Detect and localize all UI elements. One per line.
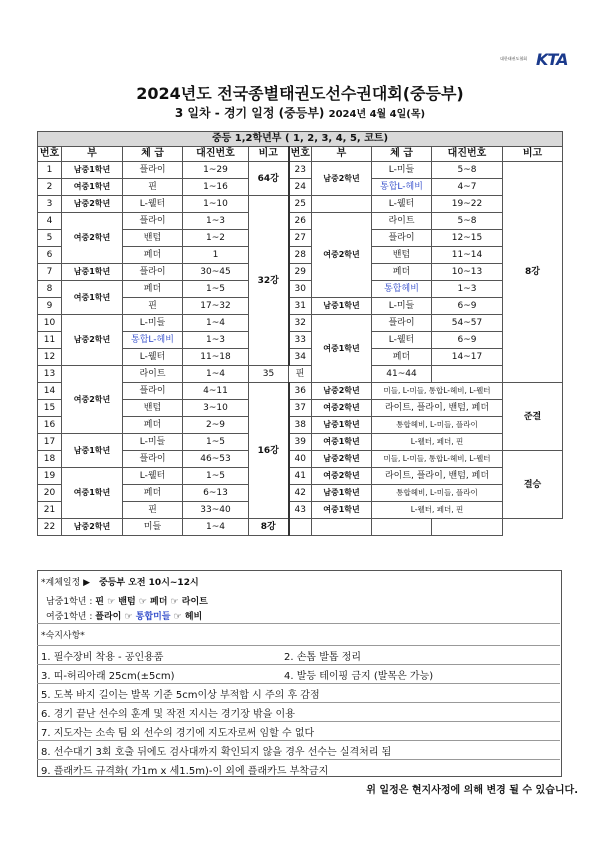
match-no: 16	[38, 417, 62, 434]
schedule-time: 중등부 오전 10시~12시	[98, 578, 199, 588]
division: 여중1학년	[62, 468, 123, 519]
weight-class: L-웰터	[123, 196, 183, 213]
match-no: 20	[38, 485, 62, 502]
division: 여중2학년	[312, 400, 372, 417]
bracket-no: 30~45	[183, 264, 249, 281]
division: 여중1학년	[62, 179, 123, 196]
bracket-no: 1~2	[183, 230, 249, 247]
event-list: 라이트, 플라이, 밴텀, 페더	[372, 468, 503, 485]
match-no: 11	[38, 332, 62, 349]
weight-class: 핀	[123, 298, 183, 315]
table-row	[38, 366, 563, 383]
page-subtitle	[0, 104, 600, 121]
match-no: 40	[289, 451, 312, 468]
subtitle-text: 3 일차 - 경기 일정 (중등부)	[174, 106, 325, 120]
bracket-no: 1~4	[183, 315, 249, 332]
rule-7: 7. 지도자는 소속 팀 외 선수의 경기에 지도자로써 임할 수 없다	[41, 728, 315, 739]
bracket-no: 19~22	[432, 196, 503, 213]
bracket-no: 6~13	[183, 485, 249, 502]
division: 남중2학년	[312, 451, 372, 468]
division: 남중2학년	[312, 162, 372, 196]
division-empty	[312, 196, 372, 213]
col-header: 비고	[503, 147, 563, 162]
weight-class: 밴텀	[123, 230, 183, 247]
stage-label: 64강	[249, 162, 289, 196]
match-no: 28	[289, 247, 312, 264]
rule-2: 2. 손톱 발톱 정리	[284, 652, 362, 663]
empty-cell	[289, 519, 312, 536]
match-no: 38	[289, 417, 312, 434]
weight-class: 플라이	[123, 383, 183, 400]
match-no: 3	[38, 196, 62, 213]
event-list: 미들, L-미들, 통합L-헤비, L-웰터	[372, 383, 503, 400]
weight-class: 통합헤비	[372, 281, 432, 298]
bracket-no: 12~15	[432, 230, 503, 247]
bracket-no: 1~5	[183, 434, 249, 451]
weigh-in-schedule	[41, 575, 199, 588]
division: 여중2학년	[62, 213, 123, 264]
division: 남중2학년	[62, 196, 123, 213]
weight-class: 핀	[289, 366, 312, 383]
bracket-no: 10~13	[432, 264, 503, 281]
table-row	[38, 315, 563, 332]
logo-small-text: 대한태권도협회	[500, 56, 528, 61]
event-list: 통합헤비, L-미들, 플라이	[372, 417, 503, 434]
stage-label: 8강	[503, 162, 563, 383]
match-no: 22	[38, 519, 62, 536]
notes-divider	[37, 721, 560, 722]
boys-order	[46, 594, 208, 607]
weight-class: 미들	[123, 519, 183, 536]
match-no: 1	[38, 162, 62, 179]
rule-1: 1. 필수장비 착용 - 공인용품	[41, 652, 164, 663]
division: 여중1학년	[312, 434, 372, 451]
match-no: 17	[38, 434, 62, 451]
weight-class: L-미들	[372, 298, 432, 315]
notes-divider	[37, 683, 560, 684]
stage-label: 32강	[249, 196, 289, 366]
match-no: 7	[38, 264, 62, 281]
weight-class: 페더	[372, 349, 432, 366]
subtitle-date: 2024년 4월 4일(목)	[328, 109, 426, 120]
stage-label: 결승	[503, 451, 563, 519]
weight-class: L-미들	[123, 315, 183, 332]
bracket-no: 6~9	[432, 332, 503, 349]
match-no: 13	[38, 366, 62, 383]
table-row	[38, 281, 563, 298]
match-no: 26	[289, 213, 312, 230]
rules-title: *숙지사항*	[41, 631, 85, 641]
bracket-no: 1	[183, 247, 249, 264]
match-no: 35	[249, 366, 289, 383]
match-no: 23	[289, 162, 312, 179]
match-no: 2	[38, 179, 62, 196]
division: 남중1학년	[312, 298, 372, 315]
event-list: 미들, L-미들, 통합L-헤비, L-웰터	[372, 451, 503, 468]
bracket-no: 1~3	[432, 281, 503, 298]
col-header: 부	[312, 147, 372, 162]
match-no: 24	[289, 179, 312, 196]
table-row	[38, 162, 563, 179]
weight-class: 페더	[123, 247, 183, 264]
match-no: 4	[38, 213, 62, 230]
match-no: 27	[289, 230, 312, 247]
weight-class: 페더	[123, 417, 183, 434]
weight-class: 플라이	[123, 264, 183, 281]
bracket-no: 1~3	[183, 213, 249, 230]
schedule-label: *계체일정 ▶	[41, 578, 91, 588]
division: 여중1학년	[62, 281, 123, 315]
division: 여중1학년	[312, 315, 372, 383]
match-no: 42	[289, 485, 312, 502]
col-header: 비고	[249, 147, 289, 162]
weight-class: 페더	[123, 281, 183, 298]
match-no: 36	[289, 383, 312, 400]
table-row	[38, 196, 563, 213]
division: 남중2학년	[62, 315, 123, 366]
match-no: 29	[289, 264, 312, 281]
weight-class: 핀	[123, 179, 183, 196]
table-row	[38, 434, 563, 451]
bracket-no: 11~18	[183, 349, 249, 366]
weight-class: 통합L-헤비	[372, 179, 432, 196]
weight-class: L-웰터	[372, 332, 432, 349]
bracket-no: 2~9	[183, 417, 249, 434]
bracket-no: 4~11	[183, 383, 249, 400]
stage-label: 8강	[249, 519, 289, 536]
division: 남중1학년	[312, 417, 372, 434]
match-no: 12	[38, 349, 62, 366]
notes-divider	[37, 740, 560, 741]
bracket-no: 5~8	[432, 213, 503, 230]
bracket-no: 1~5	[183, 468, 249, 485]
schedule-table	[37, 131, 563, 536]
event-list: L-웰터, 페더, 핀	[372, 502, 503, 519]
bracket-no: 1~29	[183, 162, 249, 179]
weight-class: 밴텀	[123, 400, 183, 417]
boys-order-text: 핀 ☞ 밴텀 ☞ 페더 ☞ 라이트	[95, 597, 208, 607]
match-no: 37	[289, 400, 312, 417]
match-no: 41	[289, 468, 312, 485]
weight-class: 플라이	[123, 213, 183, 230]
match-no: 10	[38, 315, 62, 332]
division: 여중1학년	[312, 502, 372, 519]
match-no: 32	[289, 315, 312, 332]
match-no: 9	[38, 298, 62, 315]
weight-class: L-웰터	[372, 196, 432, 213]
girls-order-a: 플라이 ☞	[95, 612, 136, 622]
division: 여중2학년	[62, 366, 123, 434]
match-no: 30	[289, 281, 312, 298]
rule-8: 8. 선수대기 3회 호출 뒤에도 검사대까지 확인되지 않을 경우 선수는 실격처리 됨	[41, 747, 392, 758]
notes-divider	[37, 759, 560, 760]
bracket-no: 1~10	[183, 196, 249, 213]
notes-divider	[37, 645, 560, 646]
bracket-no: 1~16	[183, 179, 249, 196]
girls-order-c: ☞ 헤비	[170, 612, 203, 622]
col-header: 체 급	[372, 147, 432, 162]
kta-logo	[500, 50, 580, 70]
weight-class: 밴텀	[372, 247, 432, 264]
match-no: 18	[38, 451, 62, 468]
division: 남중1학년	[62, 434, 123, 468]
bracket-no: 4~7	[432, 179, 503, 196]
girls-label: 여중1학년 :	[46, 612, 93, 622]
division: 남중1학년	[62, 162, 123, 179]
bracket-no: 5~8	[432, 162, 503, 179]
match-no: 8	[38, 281, 62, 298]
weight-class: 플라이	[372, 230, 432, 247]
match-no: 19	[38, 468, 62, 485]
girls-order	[46, 609, 202, 622]
notes-divider	[37, 702, 560, 703]
rule-3: 3. 띠-허리아래 25cm(±5cm)	[41, 671, 175, 682]
match-no: 31	[289, 298, 312, 315]
bracket-no: 1~5	[183, 281, 249, 298]
page-title: 2024년도 전국종별태권도선수권대회(중등부)	[136, 84, 464, 103]
weight-class: L-미들	[372, 162, 432, 179]
bracket-no: 41~44	[372, 366, 432, 383]
bracket-no: 11~14	[432, 247, 503, 264]
bracket-no: 33~40	[183, 502, 249, 519]
division: 남중2학년	[312, 383, 372, 400]
division: 남중1학년	[312, 485, 372, 502]
notes-divider	[37, 664, 560, 665]
table-row	[38, 264, 563, 281]
bracket-no: 1~4	[183, 366, 249, 383]
table-row	[38, 179, 563, 196]
rule-5: 5. 도복 바지 길이는 발목 기준 5cm이상 부적합 시 주의 후 감점	[41, 690, 320, 701]
col-header: 체 급	[123, 147, 183, 162]
weight-class: L-미들	[123, 434, 183, 451]
event-list: 통합헤비, L-미들, 플라이	[372, 485, 503, 502]
weight-class: 플라이	[372, 315, 432, 332]
col-header: 대진번호	[432, 147, 503, 162]
match-no: 5	[38, 230, 62, 247]
col-header: 번호	[289, 147, 312, 162]
weight-class: 플라이	[123, 451, 183, 468]
event-list: 라이트, 플라이, 밴텀, 페더	[372, 400, 503, 417]
bracket-no: 14~17	[432, 349, 503, 366]
weight-class: 통합L-헤비	[123, 332, 183, 349]
empty-cell	[372, 519, 432, 536]
event-list: L-웰터, 페더, 핀	[372, 434, 503, 451]
boys-label: 남중1학년 :	[46, 597, 93, 607]
logo-mark: KTA	[536, 50, 568, 69]
match-no: 39	[289, 434, 312, 451]
division: 남중1학년	[62, 264, 123, 281]
match-no: 43	[289, 502, 312, 519]
rule-4: 4. 발등 테이핑 금지 (발목은 가능)	[284, 671, 434, 682]
stage-label: 준결	[503, 383, 563, 451]
division: 여중2학년	[312, 213, 372, 298]
empty-cell	[312, 519, 372, 536]
col-header: 번호	[38, 147, 62, 162]
girls-order-b: 통합미들	[135, 612, 171, 622]
bracket-no: 17~32	[183, 298, 249, 315]
match-no: 25	[289, 196, 312, 213]
weight-class: 라이트	[123, 366, 183, 383]
empty-cell	[432, 519, 503, 536]
table-row	[38, 519, 563, 536]
bracket-no: 6~9	[432, 298, 503, 315]
match-no: 6	[38, 247, 62, 264]
weight-class: L-웰터	[123, 349, 183, 366]
weight-class: 페더	[372, 264, 432, 281]
rule-6: 6. 경기 끝난 선수의 훈계 및 작전 지시는 경기장 밖을 이용	[41, 709, 295, 720]
weight-class: 페더	[123, 485, 183, 502]
division: 여중2학년	[312, 468, 372, 485]
bracket-no: 1~4	[183, 519, 249, 536]
weight-class: 라이트	[372, 213, 432, 230]
match-no: 34	[289, 349, 312, 366]
division: 남중2학년	[62, 519, 123, 536]
match-no: 33	[289, 332, 312, 349]
match-no: 14	[38, 383, 62, 400]
col-header: 부	[62, 147, 123, 162]
bracket-no: 54~57	[432, 315, 503, 332]
bracket-no: 1~3	[183, 332, 249, 349]
footer-note: 위 일정은 현지사정에 의해 변경 될 수 있습니다.	[366, 785, 578, 796]
table-row	[38, 468, 563, 485]
weight-class: 핀	[123, 502, 183, 519]
table-banner: 중등 1,2학년부 ( 1, 2, 3, 4, 5, 코트)	[38, 132, 563, 147]
weight-class: L-웰터	[123, 468, 183, 485]
col-header: 대진번호	[183, 147, 249, 162]
table-row	[38, 213, 563, 230]
weight-class: 플라이	[123, 162, 183, 179]
match-no: 15	[38, 400, 62, 417]
rule-9: 9. 플래카드 규격화( 가1m x 세1.5m)-이 외에 플래카드 부착금지	[41, 766, 329, 777]
bracket-no: 46~53	[183, 451, 249, 468]
notes-divider	[37, 623, 560, 624]
bracket-no: 3~10	[183, 400, 249, 417]
match-no: 21	[38, 502, 62, 519]
stage-label: 16강	[249, 383, 289, 519]
